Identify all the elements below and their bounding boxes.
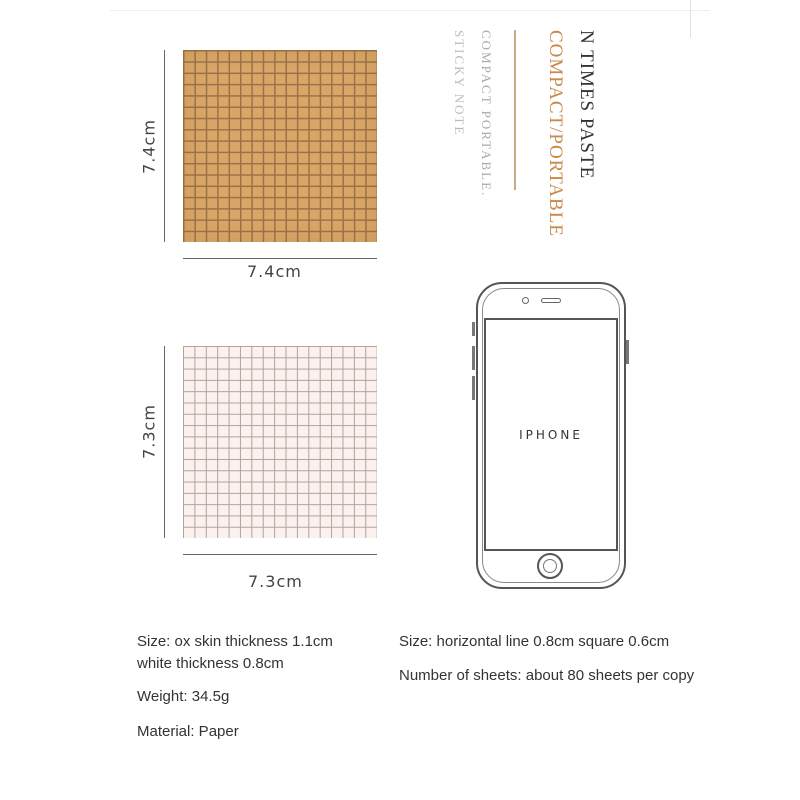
headline-sub2: STICKY NOTE [452, 30, 467, 137]
kraft-height-dimension-line [164, 50, 165, 242]
spec-size-right: Size: horizontal line 0.8cm square 0.6cm [399, 633, 670, 650]
white-sticky-pad [183, 346, 377, 538]
white-width-label: 7.3cm [248, 572, 303, 591]
spec-weight: Weight: 34.5g [137, 688, 230, 705]
phone-speaker-icon [541, 298, 561, 303]
headline-main: N TIMES PASTE [576, 30, 597, 180]
phone-home-button-icon [537, 553, 563, 579]
headline-sub1: COMPACT PORTABLE. [479, 30, 494, 198]
phone-volume-up-button [472, 346, 475, 370]
phone-power-button [626, 340, 629, 364]
phone-screen [484, 318, 618, 551]
top-divider [110, 10, 710, 11]
top-tick-line [690, 0, 691, 38]
spec-material: Material: Paper [137, 723, 239, 740]
kraft-sticky-pad [183, 50, 377, 242]
phone-camera-icon [522, 297, 529, 304]
white-height-label: 7.3cm [139, 404, 159, 459]
white-height-dimension-line [164, 346, 165, 538]
spec-size-line2: white thickness 0.8cm [137, 655, 284, 672]
spec-size-line1: Size: ox skin thickness 1.1cm [137, 633, 333, 650]
white-width-dimension-line [183, 554, 377, 555]
spec-sheets: Number of sheets: about 80 sheets per copy [399, 667, 695, 684]
iphone-outline [476, 282, 626, 589]
phone-volume-down-button [472, 376, 475, 400]
phone-mute-switch [472, 322, 475, 336]
kraft-width-dimension-line [183, 258, 377, 259]
kraft-width-label: 7.4cm [247, 262, 302, 281]
headline-accent: COMPACT/PORTABLE [545, 30, 566, 237]
kraft-height-label: 7.4cm [139, 119, 159, 174]
phone-label: IPHONE [519, 428, 583, 442]
phone-home-inner-ring [543, 559, 557, 573]
accent-rule [514, 30, 516, 190]
